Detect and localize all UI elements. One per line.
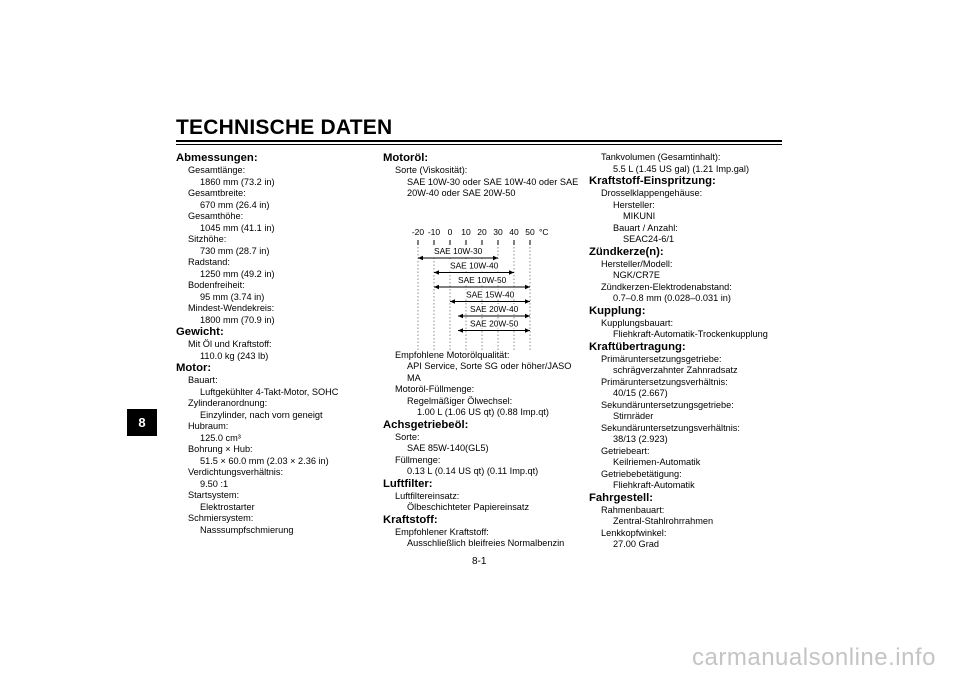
spec-line: Primäruntersetzungsverhältnis: (601, 376, 728, 387)
spec-line: Fliehkraft-Automatik (613, 480, 695, 490)
arrow-left-icon (434, 270, 439, 274)
arrow-right-icon (525, 299, 530, 303)
title-rule-thick (176, 140, 782, 142)
arrow-left-icon (434, 284, 439, 288)
spec-line: 95 mm (3.74 in) (200, 291, 265, 302)
spec-line: Bohrung × Hub: (188, 444, 253, 454)
tick-label: 50 (525, 226, 535, 237)
viscosity-label: SAE 10W-30 (434, 245, 483, 256)
spec-line: Luftfiltereinsatz: (395, 490, 460, 501)
viscosity-label: SAE 10W-50 (458, 274, 507, 285)
spec-line: 38/13 (2.923) (613, 434, 668, 444)
page-title: TECHNISCHE DATEN (176, 116, 393, 139)
tick-label: 0 (447, 226, 453, 237)
spec-line: Sitzhöhe: (188, 234, 227, 244)
spec-line: Bauart / Anzahl: (613, 222, 678, 233)
spec-line: 9.50 :1 (200, 478, 229, 489)
viscosity-label: SAE 15W-40 (466, 289, 515, 299)
section-heading: Luftfilter: (383, 477, 433, 490)
spec-line: Füllmenge: (395, 454, 441, 465)
spec-line: Hubraum: (188, 421, 229, 431)
spec-line: Einzylinder, nach vorn geneigt (200, 409, 323, 420)
section-heading: Fahrgestell: (589, 491, 654, 504)
spec-line: 40/15 (2.667) (613, 388, 668, 398)
section-heading: Kupplung: (589, 304, 646, 317)
spec-line: Verdichtungsverhältnis: (188, 467, 283, 477)
viscosity-label: SAE 20W-40 (470, 303, 519, 314)
section-heading: Zündkerze(n): (589, 245, 664, 258)
spec-line: Sekundäruntersetzungsgetriebe: (601, 399, 734, 410)
spec-line: Zylinderanordnung: (188, 398, 268, 408)
arrow-left-icon (458, 313, 463, 317)
section-heading: Kraftübertragung: (589, 340, 686, 353)
spec-line: Ölbeschichteter Papiereinsatz (407, 502, 530, 512)
spec-column-2 (383, 152, 583, 550)
arrow-left-icon (418, 255, 423, 259)
spec-line: 1800 mm (70.9 in) (200, 314, 275, 325)
spec-line: 27.00 Grad (613, 539, 659, 549)
spec-line: 1045 mm (41.1 in) (200, 222, 275, 233)
spec-line: 110.0 kg (243 lb) (200, 350, 269, 361)
section-heading: Kraftstoff-Einspritzung: (589, 175, 716, 187)
spec-line: Luftgekühlter 4-Takt-Motor, SOHC (200, 386, 339, 397)
spec-line: Mindest-Wendekreis: (188, 303, 275, 313)
section-heading: Abmessungen: (176, 152, 258, 164)
spec-line: NGK/CR7E (613, 270, 660, 280)
spec-line: Zentral-Stahlrohrrahmen (613, 516, 714, 526)
tick-label: 20 (477, 226, 487, 237)
page-number: 8-1 (472, 556, 487, 567)
spec-line: 1250 mm (49.2 in) (200, 268, 275, 279)
unit-label: °C (539, 226, 549, 237)
spec-line: Rahmenbauart: (601, 504, 665, 515)
spec-line: Hersteller/Modell: (601, 258, 673, 269)
spec-line: 1860 mm (73.2 in) (200, 176, 275, 187)
viscosity-chart (383, 200, 583, 350)
spec-line: Lenkkopfwinkel: (601, 527, 667, 538)
spec-line: Zündkerzen-Elektrodenabstand: (601, 281, 732, 292)
tick-label: 30 (493, 226, 503, 237)
spec-line: Hersteller: (613, 199, 655, 210)
spec-line: API Service, Sorte SG oder höher/JASO (407, 361, 572, 371)
spec-column-1 (176, 152, 361, 536)
spec-line: Mit Öl und Kraftstoff: (188, 339, 272, 349)
spec-line: MA (407, 372, 421, 383)
arrow-right-icon (509, 270, 514, 274)
spec-line: 730 mm (28.7 in) (200, 245, 270, 256)
section-heading: Kraftstoff: (383, 513, 438, 526)
arrow-right-icon (525, 284, 530, 288)
spec-line: Getriebebetätigung: (601, 468, 682, 479)
section-heading: Motor: (176, 362, 212, 374)
spec-line: Primäruntersetzungsgetriebe: (601, 353, 722, 364)
spec-line: Tankvolumen (Gesamtinhalt): (601, 152, 721, 162)
spec-line: Stirnräder (613, 411, 654, 421)
arrow-left-icon (458, 328, 463, 332)
viscosity-label: SAE 20W-50 (470, 318, 519, 328)
spec-line: 51.5 × 60.0 mm (2.03 × 2.36 in) (200, 455, 329, 466)
spec-line: Sekundäruntersetzungsverhältnis: (601, 422, 740, 433)
spec-line: Drosselklappengehäuse: (601, 188, 703, 198)
spec-line: Gesamtbreite: (188, 188, 246, 198)
viscosity-label: SAE 10W-40 (450, 260, 499, 270)
spec-line: 20W-40 oder SAE 20W-50 (407, 188, 516, 198)
tick-label: -10 (427, 226, 441, 237)
spec-line: Empfohlene Motorölqualität: (395, 349, 510, 360)
section-heading: Motoröl: (383, 152, 429, 164)
spec-line: 1.00 L (1.06 US qt) (0.88 Imp.qt) (417, 407, 549, 417)
spec-line: 5.5 L (1.45 US gal) (1.21 Imp.gal) (613, 163, 750, 174)
spec-line: Elektrostarter (200, 501, 255, 512)
spec-line: Regelmäßiger Ölwechsel: (407, 395, 513, 406)
spec-line: Empfohlener Kraftstoff: (395, 526, 489, 537)
spec-line: Sorte: (395, 431, 420, 442)
spec-column-3 (589, 152, 784, 551)
spec-line: MIKUNI (623, 211, 656, 221)
spec-line: Keilriemen-Automatik (613, 457, 701, 467)
spec-line: SAE 10W-30 oder SAE 10W-40 oder SAE (407, 176, 579, 187)
spec-line: Motoröl-Füllmenge: (395, 384, 475, 394)
spec-line: Sorte (Viskosität): (395, 165, 468, 175)
spec-line: Fliehkraft-Automatik-Trockenkupplung (613, 329, 768, 339)
spec-line: Bodenfreiheit: (188, 280, 245, 290)
spec-line: 0.7–0.8 mm (0.028–0.031 in) (613, 293, 731, 303)
spec-line: Bauart: (188, 375, 218, 385)
engine-oil-details (383, 350, 583, 550)
spec-line: Gesamtlänge: (188, 165, 246, 175)
spec-line: SAE 85W-140(GL5) (407, 443, 489, 453)
spec-line: Gesamthöhe: (188, 211, 244, 221)
tick-label: 10 (461, 226, 471, 237)
title-rule-thin (176, 144, 782, 145)
spec-line: Kupplungsbauart: (601, 317, 674, 328)
spec-line: 125.0 cm³ (200, 432, 241, 443)
arrow-right-icon (525, 313, 530, 317)
spec-line: Getriebeart: (601, 445, 650, 456)
spec-line: Ausschließlich bleifreies Normalbenzin (407, 538, 565, 548)
tick-label: 40 (509, 226, 519, 237)
spec-line: 0.13 L (0.14 US qt) (0.11 Imp.qt) (407, 466, 539, 476)
chapter-tab: 8 (127, 409, 157, 436)
spec-line: SEAC24-6/1 (623, 234, 675, 244)
spec-line: Nasssumpfschmierung (200, 524, 294, 535)
section-heading: Achsgetriebeöl: (383, 418, 469, 431)
spec-line: Radstand: (188, 257, 230, 267)
section-heading: Gewicht: (176, 326, 224, 338)
watermark: carmanualsonline.info (692, 644, 936, 671)
arrow-right-icon (525, 328, 530, 332)
engine-oil-header (383, 152, 583, 200)
spec-line: Startsystem: (188, 490, 240, 500)
spec-line: 670 mm (26.4 in) (200, 199, 270, 210)
tick-label: -20 (411, 226, 425, 237)
arrow-left-icon (450, 299, 455, 303)
spec-line: Schmiersystem: (188, 513, 254, 523)
spec-line: schrägverzahnter Zahnradsatz (613, 365, 738, 375)
